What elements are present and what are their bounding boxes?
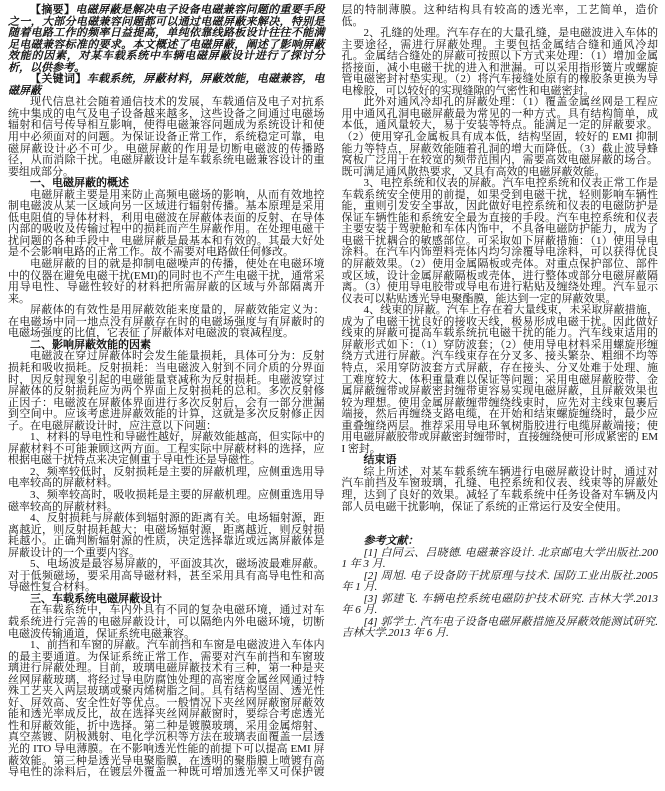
abstract-label: 【摘要】 [30, 4, 76, 16]
keywords-label: 【关键词】 [30, 73, 87, 86]
section-3-paragraph: 2、孔缝的处理。汽车存在的大量孔缝，是电磁波进入车体的主要途径，需进行屏蔽处理。主要包括金属结合缝和通风冷却孔。金属结合缝处的屏蔽可按照以下方式来处理：（1）增加金属搭接面，减小电磁干扰的进入和泄漏。可以采用指形簧片或螺旋管电磁密封衬垫实现。（2）将汽车接缝处原有的橡胶条更换为导电橡胶，可以较好的实现缝隙的气密性和电磁密封。 [341, 27, 658, 97]
keywords [8, 74, 325, 97]
section-2-paragraph: 3、频率较高时，吸收损耗是主要的屏蔽机理。应侧重选用导磁率较高的屏蔽材料。 [8, 488, 325, 513]
reference-item: [1] 白同云、吕晓德. 电磁兼容设计. 北京邮电大学出版社.2001 年 3 月. [341, 546, 658, 571]
section-2-paragraph: 1、材料的导电性和导磁性越好，屏蔽效能越高，但实际中的屏蔽材料不可能兼顾这两方面。工程实际中屏蔽材料的选择，应根据电磁干扰特点来决定侧重于导电性还是导磁性。 [8, 431, 325, 467]
intro-paragraph: 现代信息社会随着通信技术的发展，车载通信及电子对抗系统中集成的电气及电子设备越来越多，这些设备之间通过电磁场辐射和信号传导相互影响，使得电磁兼容问题成为系统设计和使用中必须面对的问题。为保证设备正常工作，系统稳定可靠，电磁屏蔽设计必不可少。电磁屏蔽的作用是切断电磁波的传播路径，从而消除干扰。电磁屏蔽设计是车载系统电磁兼容设计的重要组成部分。 [8, 96, 325, 178]
section-1-paragraph: 电磁屏蔽的目的就是抑制电磁噪声的传播，使处在电磁环境中的仪器在避免电磁干扰(EMI)的同时也不产生电磁干扰，通常采用导电性、导磁性较好的材料把所需屏蔽的区域与外部隔离开来。 [8, 258, 325, 305]
section-2-paragraph: 电磁波在穿过屏蔽体时会发生能量损耗，具体可分为：反射损耗和吸收损耗。反射损耗：当电磁波入射到不同介质的分界面时，因反射现象引起的电磁能量衰减称为反射损耗。电磁波穿过屏蔽体的反射损耗应为两个界面上反射损耗的总和。多次反射修正因子：电磁波在屏蔽体界面进行多次反射后，会有一部分泄漏到空间中。应该考虑进屏蔽效能的计算，这就是多次反射修正因子。在电磁屏蔽设计时，应注意以下问题： [8, 350, 325, 432]
references-heading: 参考文献： [363, 535, 419, 548]
section-1-paragraph: 电磁屏蔽主要是用来防止高频电磁场的影响，从而有效地控制电磁波从某一区域向另一区域进行辐射传播。基本原理是采用低电阻值的导体材料，利用电磁波在屏蔽体表面的反射、在导体内部的吸收及传输过程中的损耗而产生屏蔽作用。在处理电磁干扰问题的各种手段中，电磁屏蔽是最基本和有效的。其最大好处是不会影响电路的正常工作。故不需要对电路做任何修改。 [8, 188, 325, 259]
reference-item: [3] 郭建飞. 车辆电控系统电磁防护技术研究. 吉林大学.2013 年 6 月. [341, 592, 658, 617]
section-1-paragraph: 屏蔽体的有效性是用屏蔽效能来度量的，屏蔽效能定义为：在电磁场中同一地点没有屏蔽存在时的电磁场强度与有屏蔽时的电磁场强度的比值，它表征了屏蔽体对电磁波的衰减程度。 [8, 304, 325, 340]
abstract [8, 5, 325, 74]
section-3-paragraph: 此外对通风冷却孔的屏蔽处理：（1）覆盖金属丝网是工程应用中通风孔洞电磁屏蔽最为常见的一种方式。具有结构简单，成本低，通风量较大，易于安装等特点。能满足一定的屏蔽要求。（2）使用穿孔金属板具有成本低，结构坚固，较好的 EMI 抑制能力等特点，屏蔽效能随着孔洞的增大而降低。（3）截止波导蜂窝板广泛用于在较宽的频带范围内，需要高效电磁屏蔽的场合。既可满足通风散热要求，又具有高效的电磁屏蔽效能。 [341, 96, 658, 178]
keywords-text: 车载系统，屏蔽材料，屏蔽效能，电磁兼容，电磁屏蔽 [8, 73, 325, 97]
conclusion-heading: 结束语 [363, 454, 397, 467]
section-2-paragraph: 4、反射损耗与屏蔽体到辐射源的距离有关。电场辐射源，距离越近，则反射损耗越大；电磁场辐射源，距离越近，则反射损耗越小。正确判断辐射源的性质，决定选择靠近或远离屏蔽体是屏蔽设计的一个重要内容。 [8, 512, 325, 559]
section-2-heading: 二、影响屏蔽效能的因素 [30, 338, 151, 351]
section-1-heading: 一、电磁屏蔽的概述 [30, 177, 129, 190]
section-3-paragraph: 在车载系统中，车内外具有不同的复杂电磁环境，通过对车载系统进行完善的电磁屏蔽设计，可以隔绝内外电磁环境，切断电磁波传输通道，保证系统电磁兼容。 [8, 604, 325, 640]
section-3-paragraph: 4、线束的屏蔽。汽车上存在着大量线束，未采取屏蔽措施，成为了电磁干扰良好的接收天线，极易形成电磁干扰。因此做好线束的屏蔽可提高车载系统抗电磁干扰的能力。汽车线束适用的屏蔽形式如下：（1）穿防波套；（2）使用导电材料采用螺旋形缠绕方式进行屏蔽。汽车线束存在分叉多、接头繁杂、粗细不均等特点，采用穿防波套方式屏蔽，存在接头、分叉处难于处理、施工难度较大、体积重量难以保证等问题；采用电磁屏蔽胶带、金属屏蔽缠带或屏蔽密封缠带更容易实现电磁屏蔽，且屏蔽效果也较为理想。使用金属屏蔽缠带缠绕线束时，应先对主线束包裹后端接，然后再缠绕支路电缆，在开始和结束螺旋缠绕时，最少应重叠缠绕两层。推荐采用导电环氧树脂胶进行电缆屏蔽端接；使用电磁屏蔽胶带或屏蔽密封缠带时，直接缠绕便可形成紧密的 EMI 密封。 [341, 304, 658, 455]
abstract-text: 电磁屏蔽是解决电子设备电磁兼容问题的重要手段之一，大部分电磁兼容问题都可以通过电磁屏蔽来解决，特别是随着电路工作的频率日益提高，单纯依靠线路板设计往往不能满足电磁兼容标准的要求。本文概述了电磁屏蔽，阐述了影响屏蔽效能的因素，对某车载系统中车辆电磁屏蔽设计进行了探讨分析，以供参考。 [8, 4, 325, 74]
section-2-paragraph: 5、电场波是最容易屏蔽的，平面波其次，磁场波最难屏蔽。对于低频磁场，要采用高导磁材料，甚至采用具有高导电性和高导磁性复合材料。 [8, 558, 325, 594]
reference-item: [4] 郭学士. 汽车电子设备电磁屏蔽措施及屏蔽效能测试研究. 吉林大学.2013 年 6 月. [341, 615, 658, 640]
section-3-paragraph: 1、前挡和车窗的屏蔽。汽车前挡和车窗是电磁波进入车体内的最主要通道。为保证系统正常工作，需要对汽车前挡和车窗玻璃进行屏蔽处理。目前，玻璃电磁屏蔽技术有三种，第一种是夹丝网屏蔽玻璃，将经过导电防腐蚀处理的高密度金属丝网通过特殊工艺夹入两层玻璃或聚丙烯树脂之间。具有结构坚固、透光性好、屏效高、安全性好等优点。一般情况下夹丝网屏蔽窗屏蔽效能和透光率成反比，故在选择夹丝网屏蔽窗时，要综合考虑透光性和屏蔽效能，折中选择。第二种是镀膜玻璃，采用金属熔射、真空蒸镀、阴极溅射、电化学沉积等方法在玻璃表面覆盖一层透光的 ITO 导电薄膜。在不影响透光性能的前提下可以提高 EMI 屏蔽效能。第三种是透光导电聚脂膜，在透明的聚脂膜上喷镀有高导电性的涂料后，在镀层外覆盖一种既可增加透光率又可保护镀层的特制薄膜。这种结构具有较高的透光率，工艺简单，造价低。 [8, 4, 658, 779]
reference-item: [2] 周旭. 电子设备防干扰原理与技术. 国防工业出版社.2005 年 1 月. [341, 569, 658, 594]
conclusion-paragraph: 综上所述，对某车载系统车辆进行电磁屏蔽设计时，通过对汽车前挡及车窗玻璃，孔缝、电控系统和仪表、线束等的屏蔽处理，达到了良好的效果。减轻了车载系统中任务设备对车辆及内部人员电磁干扰影响，保证了系统的正常运行及安全使用。 [341, 465, 658, 513]
section-3-heading: 三、车载系统电磁屏蔽设计 [30, 592, 162, 605]
section-3-paragraph: 3、电控系统和仪表的屏蔽。汽车电控系统和仪表正常工作是车载系统安全使用的前提，如果受到电磁干扰，轻则影响车辆性能，重则引发安全事故，因此做好电控系统和仪表的电磁防护是保证车辆性能和系统安全最为直接的手段。汽车电控系统和仪表主要安装于驾驶舱和车体内饰中，不具备电磁防护能力，成为了电磁干扰耦合的敏感部位。可采取如下屏蔽措施：（1）使用导电涂料。在汽车内饰塑料壳体内均匀涂覆导电涂料，可以获得优良的屏蔽效果。（2）使用金属隔板或壳体。对重点保护部位、部件或区域，设计金属屏蔽隔板或壳体，进行整体或部分电磁屏蔽隔离。（3）使用导电胶带或导电布进行粘贴及缠绕处理。汽车显示仪表可以粘贴透光导电聚酯膜，能达到一定的屏蔽效果。 [341, 177, 658, 305]
section-2-paragraph: 2、频率较低时，反射损耗是主要的屏蔽机理，应侧重选用导电率较高的屏蔽材料。 [8, 465, 325, 490]
